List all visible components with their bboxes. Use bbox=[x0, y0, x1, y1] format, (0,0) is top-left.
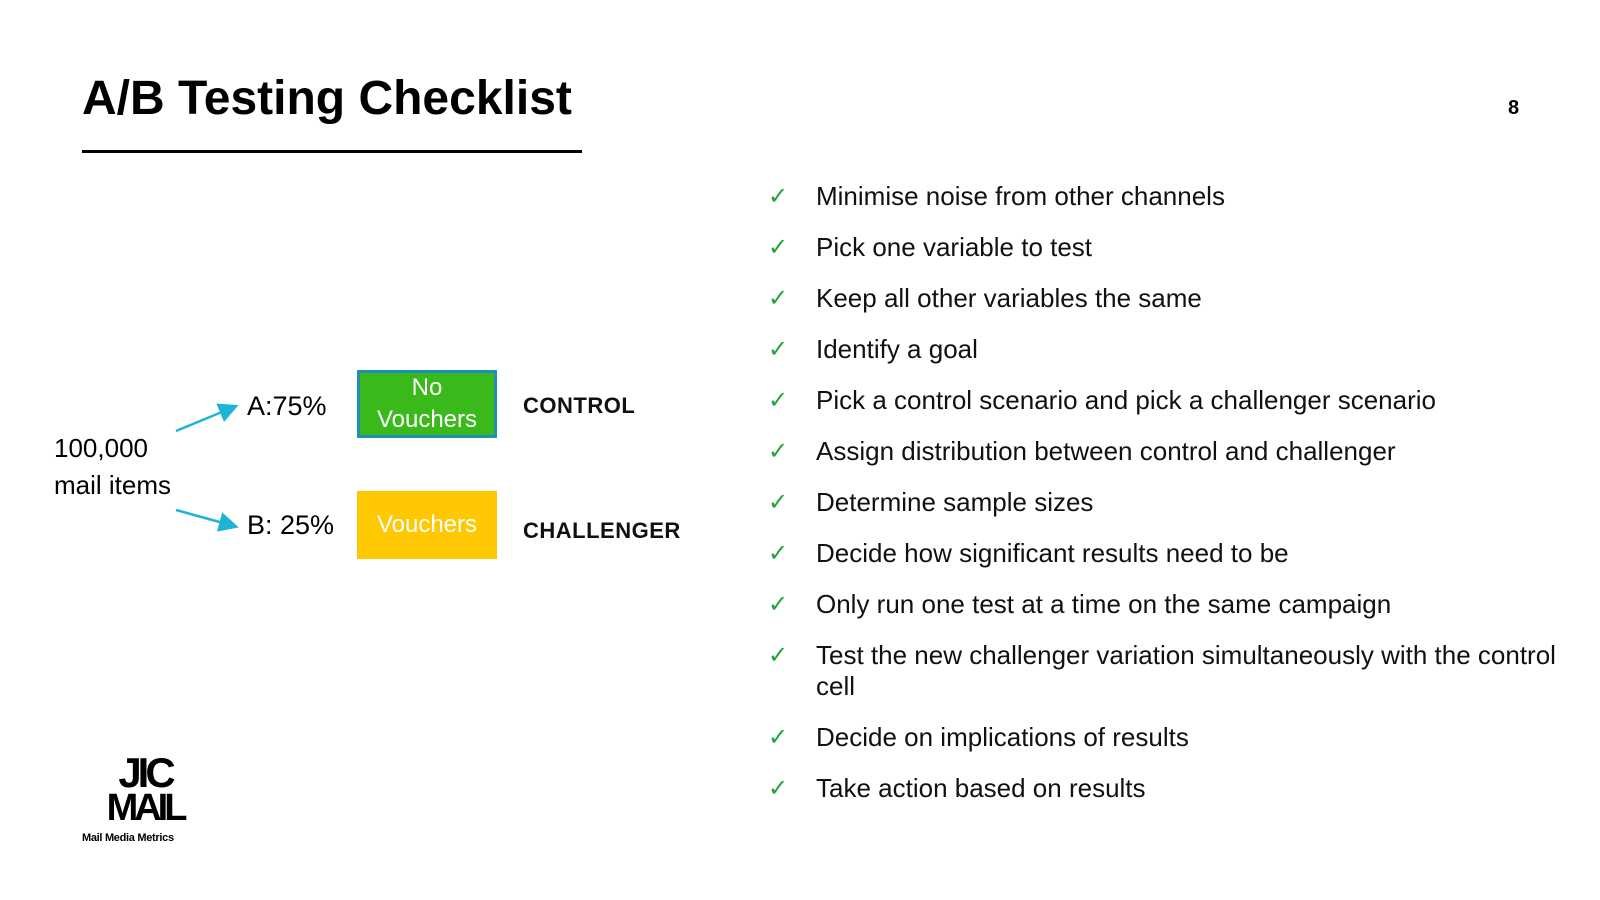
challenger-label: CHALLENGER bbox=[523, 518, 681, 543]
checklist-item: ✓ Keep all other variables the same bbox=[768, 283, 1202, 313]
no-vouchers-line2: Vouchers bbox=[376, 406, 478, 433]
checklist-item: ✓ Decide how significant results need to be bbox=[768, 538, 1289, 568]
checkmark-icon: ✓ bbox=[768, 642, 789, 669]
total-unit: mail items bbox=[54, 470, 172, 500]
logo-tagline: Mail Media Metrics bbox=[82, 832, 174, 844]
split-b-label: B: 25% bbox=[247, 510, 335, 540]
checklist-item: ✓ Identify a goal bbox=[768, 334, 978, 364]
checklist-item: ✓ Minimise noise from other channels bbox=[768, 181, 1225, 211]
checkmark-icon: ✓ bbox=[768, 438, 789, 465]
checkmark-icon: ✓ bbox=[768, 489, 789, 516]
checkmark-icon: ✓ bbox=[768, 285, 789, 312]
page-number: 8 bbox=[1508, 97, 1520, 119]
total-mail-items bbox=[54, 430, 171, 504]
checklist-item: ✓ Test the new challenger variation simultaneously with the control cell bbox=[768, 640, 1556, 701]
checkmark-icon: ✓ bbox=[768, 387, 789, 414]
checkmark-icon: ✓ bbox=[768, 775, 789, 802]
logo-line2: MAIL bbox=[106, 787, 184, 829]
no-vouchers-line1: No bbox=[411, 374, 443, 401]
checkmark-icon: ✓ bbox=[768, 540, 789, 567]
checklist-item: ✓ Only run one test at a time on the same campaign bbox=[768, 589, 1392, 619]
checklist-item: ✓ Assign distribution between control and challenger bbox=[768, 436, 1396, 466]
vouchers-box: Vouchers bbox=[357, 491, 497, 559]
checkmark-icon: ✓ bbox=[768, 234, 789, 261]
checkmark-icon: ✓ bbox=[768, 183, 789, 210]
split-a-label: A:75% bbox=[247, 391, 327, 421]
checklist-item: ✓ Pick a control scenario and pick a challenger scenario bbox=[768, 385, 1437, 415]
checkmark-icon: ✓ bbox=[768, 591, 789, 618]
checklist-item: ✓ Pick one variable to test bbox=[768, 232, 1093, 262]
checklist bbox=[768, 181, 1568, 824]
checkmark-icon: ✓ bbox=[768, 724, 789, 751]
slide-title: A/B Testing Checklist bbox=[82, 72, 572, 125]
total-count: 100,000 bbox=[54, 433, 148, 463]
checklist-item: ✓ Decide on implications of results bbox=[768, 722, 1189, 752]
logo-line1: JIC bbox=[118, 749, 172, 796]
jicmail-logo bbox=[82, 749, 208, 845]
no-vouchers-box bbox=[357, 370, 497, 438]
checklist-item: ✓ Determine sample sizes bbox=[768, 487, 1094, 517]
arrow-to-b bbox=[176, 510, 234, 526]
arrow-to-a bbox=[176, 407, 234, 431]
checkmark-icon: ✓ bbox=[768, 336, 789, 363]
control-label: CONTROL bbox=[523, 393, 636, 418]
title-underline bbox=[82, 150, 582, 153]
checklist-item: ✓ Take action based on results bbox=[768, 773, 1146, 803]
